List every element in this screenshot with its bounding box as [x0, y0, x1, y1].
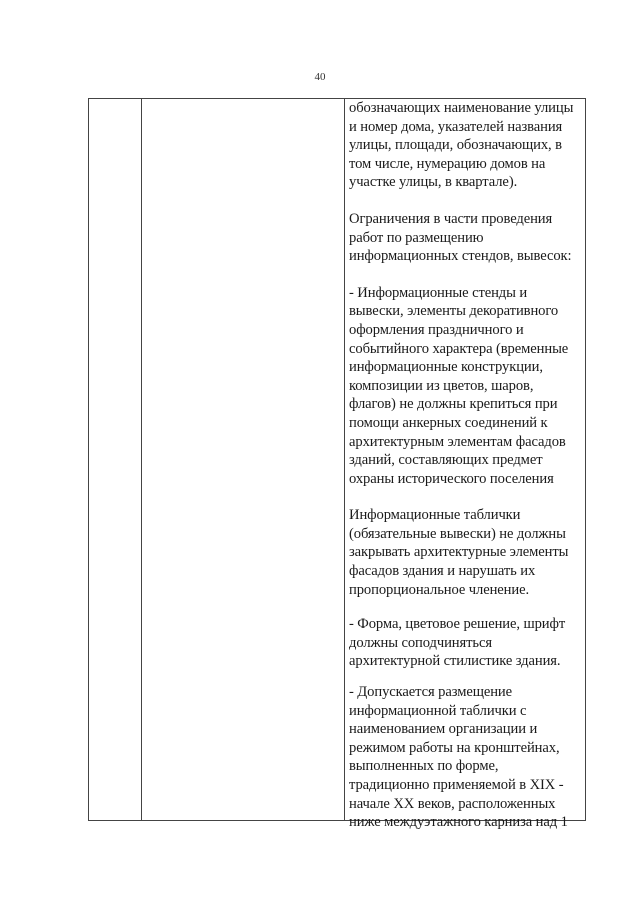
text-line: закрывать архитектурные элементы	[349, 544, 569, 561]
text-line: зданий, составляющих предмет	[349, 452, 543, 469]
text-line: улицы, площади, обозначающих, в	[349, 137, 562, 154]
text-line: информационные конструкции,	[349, 359, 543, 376]
text-line: работ по размещению	[349, 229, 484, 246]
table-column-divider-2	[344, 98, 345, 821]
text-line: фасадов здания и нарушать их	[349, 563, 536, 580]
text-line: флагов) не должны крепиться при	[349, 396, 558, 413]
text-line: вывески, элементы декоративного	[349, 303, 559, 320]
page-number: 40	[314, 71, 326, 83]
text-line: выполненных по форме,	[349, 758, 499, 775]
text-line: архитектурной стилистике здания.	[349, 653, 561, 670]
text-line: информационной таблички с	[349, 702, 527, 719]
text-line: Информационные таблички	[349, 507, 521, 524]
text-line: должны соподчиняться	[349, 634, 492, 651]
text-line: оформления праздничного и	[349, 321, 524, 338]
text-line: обозначающих наименование улицы	[349, 100, 574, 116]
text-line: - Информационные стенды и	[349, 284, 528, 301]
text-line: архитектурным элементам фасадов	[349, 433, 566, 450]
text-line: пропорциональное членение.	[349, 581, 530, 598]
paragraph-stands-fastening	[349, 284, 585, 489]
text-line: участке улицы, в квартале).	[349, 174, 518, 191]
text-line: композиции из цветов, шаров,	[349, 377, 534, 394]
text-line: информационных стендов, вывесок:	[349, 248, 572, 265]
paragraph-brackets-placement	[349, 683, 585, 832]
paragraph-address-signs	[349, 99, 585, 192]
text-line: Ограничения в части проведения	[349, 210, 553, 227]
text-line: - Форма, цветовое решение, шрифт	[349, 616, 566, 633]
text-line: режимом работы на кронштейнах,	[349, 739, 560, 756]
paragraph-info-plates	[349, 506, 585, 599]
text-line: - Допускается размещение	[349, 684, 513, 701]
text-line: охраны исторического поселения	[349, 470, 554, 487]
table-column-divider-1	[141, 98, 142, 821]
text-line: ниже междуэтажного карниза над 1	[349, 814, 568, 831]
text-line: помощи анкерных соединений к	[349, 414, 548, 431]
text-line: (обязательные вывески) не должны	[349, 525, 566, 542]
table-cell-text	[349, 99, 585, 850]
text-line: начале XX веков, расположенных	[349, 795, 556, 812]
text-line: наименованием организации и	[349, 721, 538, 738]
text-line: том числе, нумерацию домов на	[349, 155, 546, 172]
text-line: событийного характера (временные	[349, 340, 569, 357]
text-line: и номер дома, указателей названия	[349, 118, 563, 135]
text-line: традиционно применяемой в XIX -	[349, 777, 564, 793]
paragraph-form-color-font	[349, 615, 585, 671]
paragraph-restrictions-heading	[349, 210, 585, 266]
